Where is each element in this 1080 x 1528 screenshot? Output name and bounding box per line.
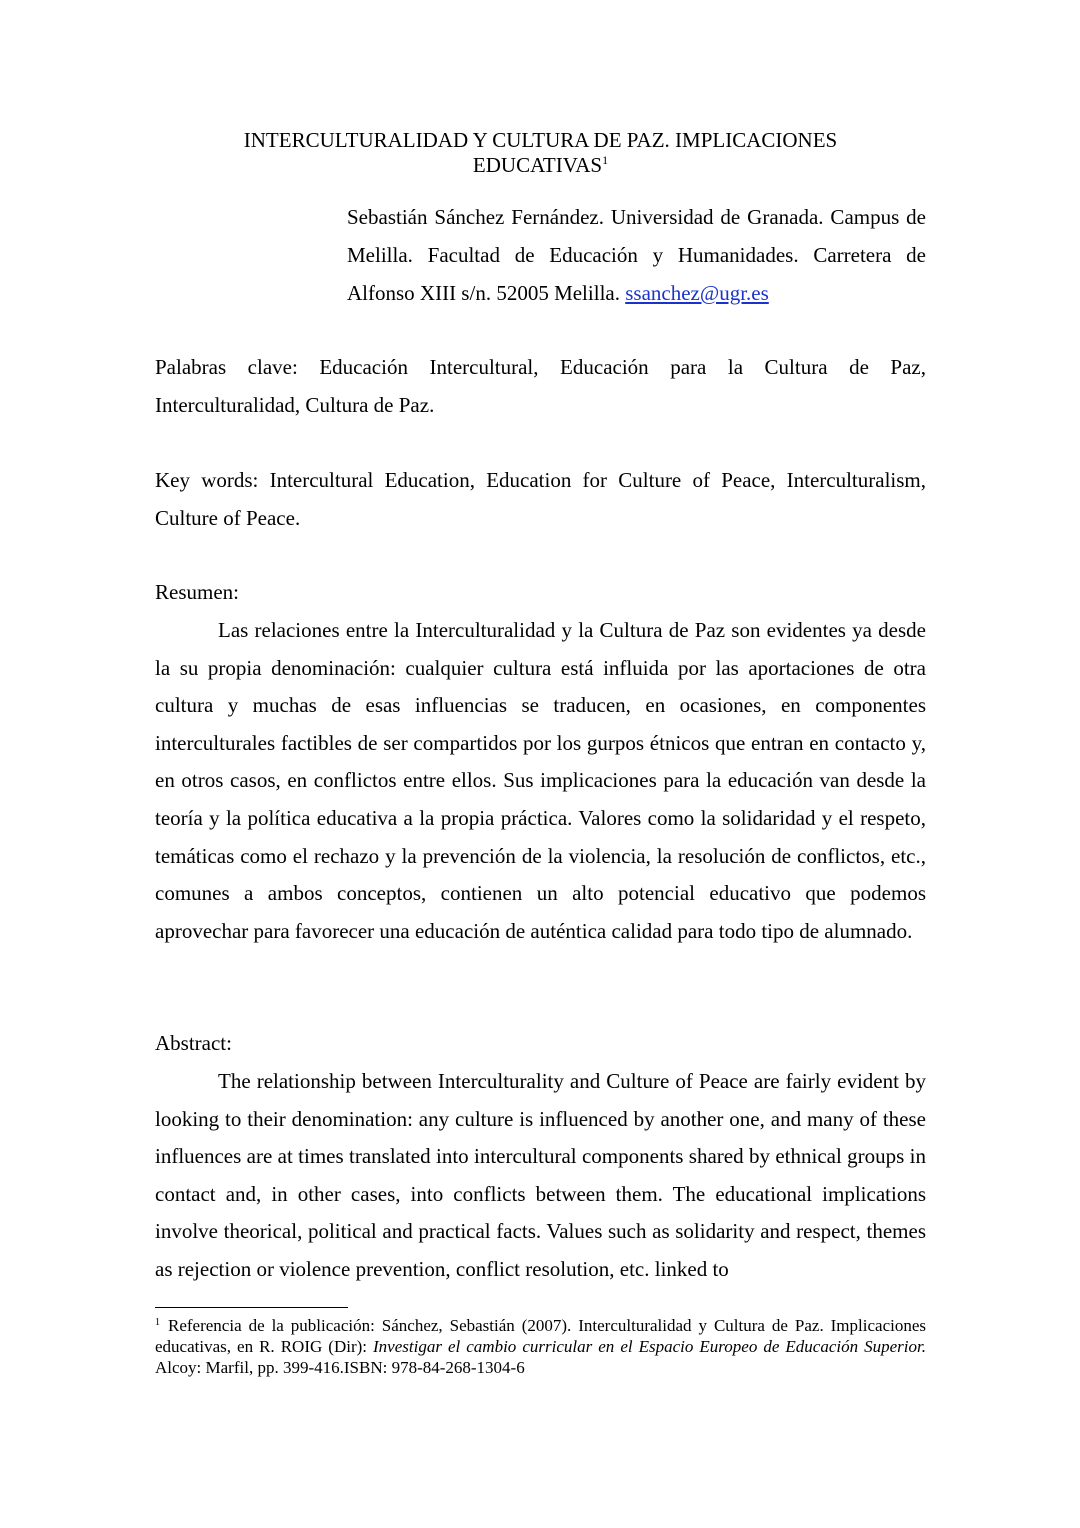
resumen-heading: Resumen: [155, 580, 239, 604]
footnote-text-after: Alcoy: Marfil, pp. 399-416.ISBN: 978-84-268-1304-6 [155, 1358, 525, 1377]
author-affiliation [347, 198, 926, 312]
footnote [155, 1315, 926, 1378]
email-link[interactable]: ssanchez@ugr.es [625, 281, 769, 305]
footnote-text-before: Referencia de la publicación: Sánchez, Sebastián (2007). Interculturalidad y Cultura de Paz. Implicaciones educativas, en R. ROIG (Dir): [155, 1316, 926, 1356]
title-line-2-text: EDUCATIVAS [472, 153, 603, 177]
keywords-english: Key words: Intercultural Education, Education for Culture of Peace, Interculturalism, Culture of Peace. [155, 468, 926, 530]
title-line-2 [155, 153, 926, 178]
abstract-heading: Abstract: [155, 1031, 232, 1055]
footnote-marker[interactable]: 1 [602, 153, 609, 167]
footnote-book-title: Investigar el cambio curricular en el Espacio Europeo de Educación Superior. [373, 1337, 926, 1356]
footnote-separator [155, 1307, 348, 1308]
keywords-spanish: Palabras clave: Educación Intercultural, Educación para la Cultura de Paz, Interculturalidad, Cultura de Paz. [155, 355, 926, 417]
footnote-number: 1 [155, 1317, 160, 1328]
paper-title [155, 128, 926, 178]
affiliation-text: Sebastián Sánchez Fernández. Universidad de Granada. Campus de Melilla. Facultad de Educación y Humanidades. Carretera de Alfonso XIII s/n. 52005 Melilla. [347, 205, 926, 305]
resumen-body: Las relaciones entre la Interculturalidad y la Cultura de Paz son evidentes ya desde la su propia denominación: cualquier cultura está influida por las aportaciones de otra cultura y muchas de esas influencias se traducen, en ocasiones, en componentes interculturales factibles de ser compartidos por los gurpos étnicos que entran en contacto y, en otros casos, en conflictos entre ellos. Sus implicaciones para la educación van desde la teoría y la política educativa a la propia práctica. Valores como la solidaridad y el respeto, temáticas como el rechazo y la prevención de la violencia, la resolución de conflictos, etc., comunes a ambos conceptos, contienen un alto potencial educativo que podemos aprovechar para favorecer una educación de auténtica calidad para todo tipo de alumnado. [155, 618, 926, 943]
title-line-1: INTERCULTURALIDAD Y CULTURA DE PAZ. IMPLICACIONES [243, 128, 838, 152]
abstract-body: The relationship between Interculturality and Culture of Peace are fairly evident by looking to their denomination: any culture is influenced by another one, and many of these influences are at times translated into intercultural components shared by ethnical groups in contact and, in other cases, into conflicts between them. The educational implications involve theorical, political and practical facts. Values such as solidarity and respect, themes as rejection or violence prevention, conflict resolution, etc. linked to [155, 1069, 926, 1281]
